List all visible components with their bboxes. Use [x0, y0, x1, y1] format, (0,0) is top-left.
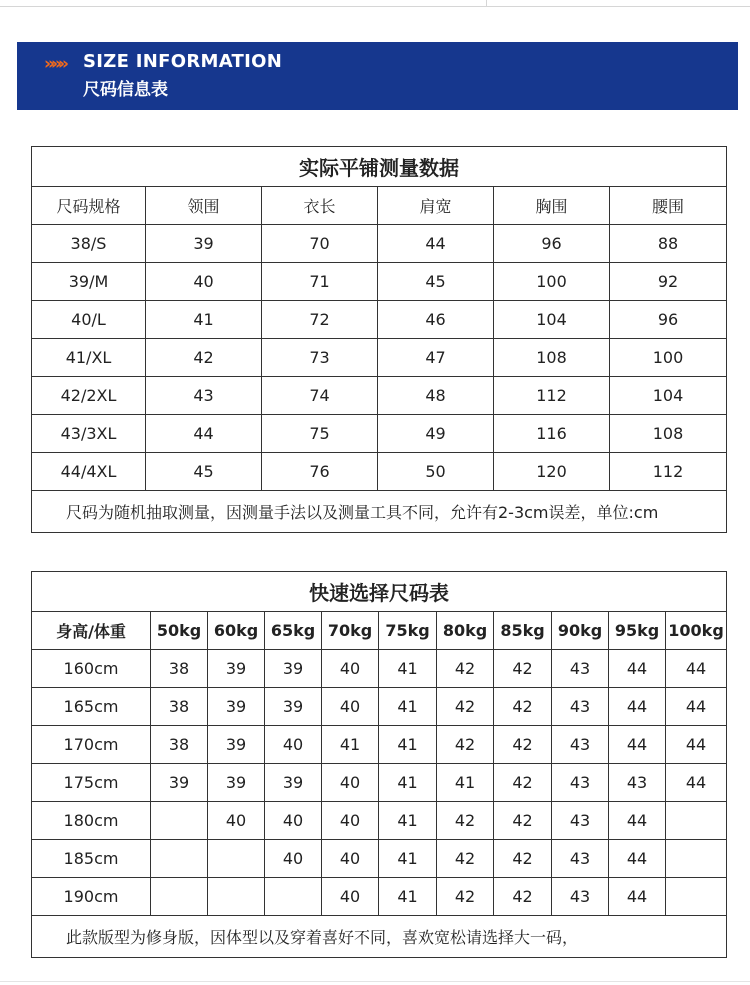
quick-cell: 180cm: [32, 802, 151, 840]
measure-cell: 41: [146, 301, 262, 339]
quick-cell: 38: [151, 726, 208, 764]
quick-cell: [666, 802, 727, 840]
quick-cell: 40: [322, 840, 379, 878]
measure-cell: 40/L: [32, 301, 146, 339]
table-row: [32, 263, 727, 301]
measure-header-cell: 肩宽: [378, 187, 494, 225]
quick-header-cell: 100kg: [666, 612, 727, 650]
table-row: [32, 301, 727, 339]
measure-cell: 50: [378, 453, 494, 491]
divider: [486, 0, 487, 6]
table-row: [32, 650, 727, 688]
quick-cell: 41: [379, 764, 437, 802]
quick-header-cell: 50kg: [151, 612, 208, 650]
quick-cell: [666, 878, 727, 916]
measure-cell: 71: [262, 263, 378, 301]
quick-cell: 39: [265, 688, 322, 726]
measure-cell: 48: [378, 377, 494, 415]
table-row: [32, 802, 727, 840]
quick-cell: 43: [552, 840, 609, 878]
measure-cell: 96: [610, 301, 727, 339]
measure-cell: 44: [146, 415, 262, 453]
measure-cell: 42: [146, 339, 262, 377]
quick-cell: 44: [666, 764, 727, 802]
quick-cell: 42: [494, 726, 552, 764]
quick-cell: 44: [609, 878, 666, 916]
measure-cell: 40: [146, 263, 262, 301]
quick-cell: 42: [494, 764, 552, 802]
measure-header-cell: 衣长: [262, 187, 378, 225]
quick-cell: 40: [265, 726, 322, 764]
banner-title-cn: 尺码信息表: [83, 80, 168, 100]
quick-cell: 43: [552, 802, 609, 840]
measure-cell: 45: [146, 453, 262, 491]
measure-note-row: [32, 491, 727, 533]
measure-header-cell: 腰围: [610, 187, 727, 225]
quick-cell: 175cm: [32, 764, 151, 802]
quick-cell: 44: [609, 802, 666, 840]
quick-cell: 40: [322, 688, 379, 726]
measure-cell: 92: [610, 263, 727, 301]
quick-cell: 39: [265, 764, 322, 802]
quick-cell: 42: [494, 802, 552, 840]
quick-cell: 39: [208, 726, 265, 764]
top-strip: [0, 0, 750, 7]
measurement-table: [31, 146, 727, 533]
measure-cell: 43/3XL: [32, 415, 146, 453]
quick-cell: 40: [322, 650, 379, 688]
quick-note-row: [32, 916, 727, 958]
measure-cell: 112: [494, 377, 610, 415]
measure-cell: 47: [378, 339, 494, 377]
quick-cell: 190cm: [32, 878, 151, 916]
measure-cell: 46: [378, 301, 494, 339]
chevrons-icon: »»»: [44, 54, 65, 74]
table-row: [32, 764, 727, 802]
quick-cell: 38: [151, 650, 208, 688]
quick-cell: 44: [666, 650, 727, 688]
quick-cell: 43: [552, 726, 609, 764]
measure-caption: 实际平铺测量数据: [32, 147, 727, 187]
measure-cell: 72: [262, 301, 378, 339]
quick-cell: 44: [609, 840, 666, 878]
measure-cell: 45: [378, 263, 494, 301]
measure-cell: 39: [146, 225, 262, 263]
quick-cell: 42: [437, 726, 494, 764]
quick-cell: [151, 840, 208, 878]
quick-cell: 42: [437, 878, 494, 916]
measure-cell: 44/4XL: [32, 453, 146, 491]
table-row: [32, 415, 727, 453]
measure-note: 尺码为随机抽取测量，因测量手法以及测量工具不同，允许有2-3cm误差，单位:cm: [32, 491, 727, 533]
quick-cell: 44: [609, 688, 666, 726]
measure-cell: 108: [610, 415, 727, 453]
quick-header-row: [32, 612, 727, 650]
quick-cell: [265, 878, 322, 916]
quick-cell: 39: [151, 764, 208, 802]
measure-caption-row: [32, 147, 727, 187]
size-info-banner: [17, 42, 738, 110]
measure-header-cell: 胸围: [494, 187, 610, 225]
quick-cell: [151, 802, 208, 840]
quick-cell: 43: [552, 878, 609, 916]
quick-cell: 41: [379, 650, 437, 688]
quick-cell: 42: [494, 650, 552, 688]
quick-cell: 39: [208, 688, 265, 726]
table-row: [32, 840, 727, 878]
measure-cell: 104: [494, 301, 610, 339]
measure-cell: 39/M: [32, 263, 146, 301]
quick-cell: 41: [379, 802, 437, 840]
quick-cell: 39: [208, 650, 265, 688]
quick-cell: 41: [437, 764, 494, 802]
quick-cell: 42: [437, 688, 494, 726]
measure-cell: 38/S: [32, 225, 146, 263]
quick-caption-row: [32, 572, 727, 612]
measure-cell: 104: [610, 377, 727, 415]
measure-cell: 74: [262, 377, 378, 415]
table-row: [32, 453, 727, 491]
measure-cell: 43: [146, 377, 262, 415]
measure-cell: 75: [262, 415, 378, 453]
measure-header-row: [32, 187, 727, 225]
measure-cell: 44: [378, 225, 494, 263]
quick-note: 此款版型为修身版，因体型以及穿着喜好不同，喜欢宽松请选择大一码，: [32, 916, 727, 958]
measure-cell: 112: [610, 453, 727, 491]
banner-title-en: SIZE INFORMATION: [83, 51, 283, 72]
quick-cell: 42: [494, 688, 552, 726]
table-row: [32, 726, 727, 764]
quick-header-cell: 身高/体重: [32, 612, 151, 650]
measure-cell: 73: [262, 339, 378, 377]
quick-cell: 44: [666, 688, 727, 726]
quick-cell: 42: [437, 840, 494, 878]
quick-cell: 41: [322, 726, 379, 764]
quick-cell: 40: [265, 840, 322, 878]
quick-cell: 170cm: [32, 726, 151, 764]
measure-cell: 70: [262, 225, 378, 263]
quick-cell: 39: [265, 650, 322, 688]
measure-cell: 76: [262, 453, 378, 491]
quick-cell: 42: [437, 650, 494, 688]
measure-cell: 42/2XL: [32, 377, 146, 415]
quick-cell: 43: [552, 764, 609, 802]
quick-header-cell: 90kg: [552, 612, 609, 650]
quick-cell: 40: [208, 802, 265, 840]
measure-cell: 88: [610, 225, 727, 263]
quick-header-cell: 85kg: [494, 612, 552, 650]
quick-cell: 44: [609, 726, 666, 764]
quick-cell: 160cm: [32, 650, 151, 688]
table-row: [32, 878, 727, 916]
quick-cell: 43: [609, 764, 666, 802]
quick-cell: 41: [379, 840, 437, 878]
quick-cell: 185cm: [32, 840, 151, 878]
measure-header-cell: 尺码规格: [32, 187, 146, 225]
quick-header-cell: 75kg: [379, 612, 437, 650]
quick-cell: 42: [437, 802, 494, 840]
table-row: [32, 225, 727, 263]
measure-cell: 120: [494, 453, 610, 491]
measure-cell: 100: [610, 339, 727, 377]
quick-cell: 40: [322, 764, 379, 802]
quick-cell: 42: [494, 840, 552, 878]
table-row: [32, 688, 727, 726]
quick-cell: 39: [208, 764, 265, 802]
quick-header-cell: 60kg: [208, 612, 265, 650]
measure-cell: 108: [494, 339, 610, 377]
measure-cell: 41/XL: [32, 339, 146, 377]
quick-cell: 44: [609, 650, 666, 688]
quick-caption: 快速选择尺码表: [32, 572, 727, 612]
measure-cell: 49: [378, 415, 494, 453]
quick-cell: 41: [379, 878, 437, 916]
bottom-divider: [0, 981, 750, 982]
quick-cell: 41: [379, 688, 437, 726]
quick-cell: [208, 840, 265, 878]
quick-cell: 44: [666, 726, 727, 764]
quick-cell: [151, 878, 208, 916]
quick-header-cell: 65kg: [265, 612, 322, 650]
quick-cell: 38: [151, 688, 208, 726]
quick-header-cell: 95kg: [609, 612, 666, 650]
quick-cell: 40: [265, 802, 322, 840]
quick-size-table: [31, 571, 727, 958]
quick-header-cell: 70kg: [322, 612, 379, 650]
table-row: [32, 377, 727, 415]
quick-cell: 43: [552, 650, 609, 688]
quick-cell: 165cm: [32, 688, 151, 726]
quick-cell: 41: [379, 726, 437, 764]
quick-cell: 42: [494, 878, 552, 916]
quick-cell: 40: [322, 802, 379, 840]
quick-cell: [208, 878, 265, 916]
measure-cell: 116: [494, 415, 610, 453]
measure-header-cell: 领围: [146, 187, 262, 225]
quick-header-cell: 80kg: [437, 612, 494, 650]
measure-cell: 96: [494, 225, 610, 263]
table-row: [32, 339, 727, 377]
quick-cell: 43: [552, 688, 609, 726]
quick-cell: 40: [322, 878, 379, 916]
quick-cell: [666, 840, 727, 878]
measure-cell: 100: [494, 263, 610, 301]
